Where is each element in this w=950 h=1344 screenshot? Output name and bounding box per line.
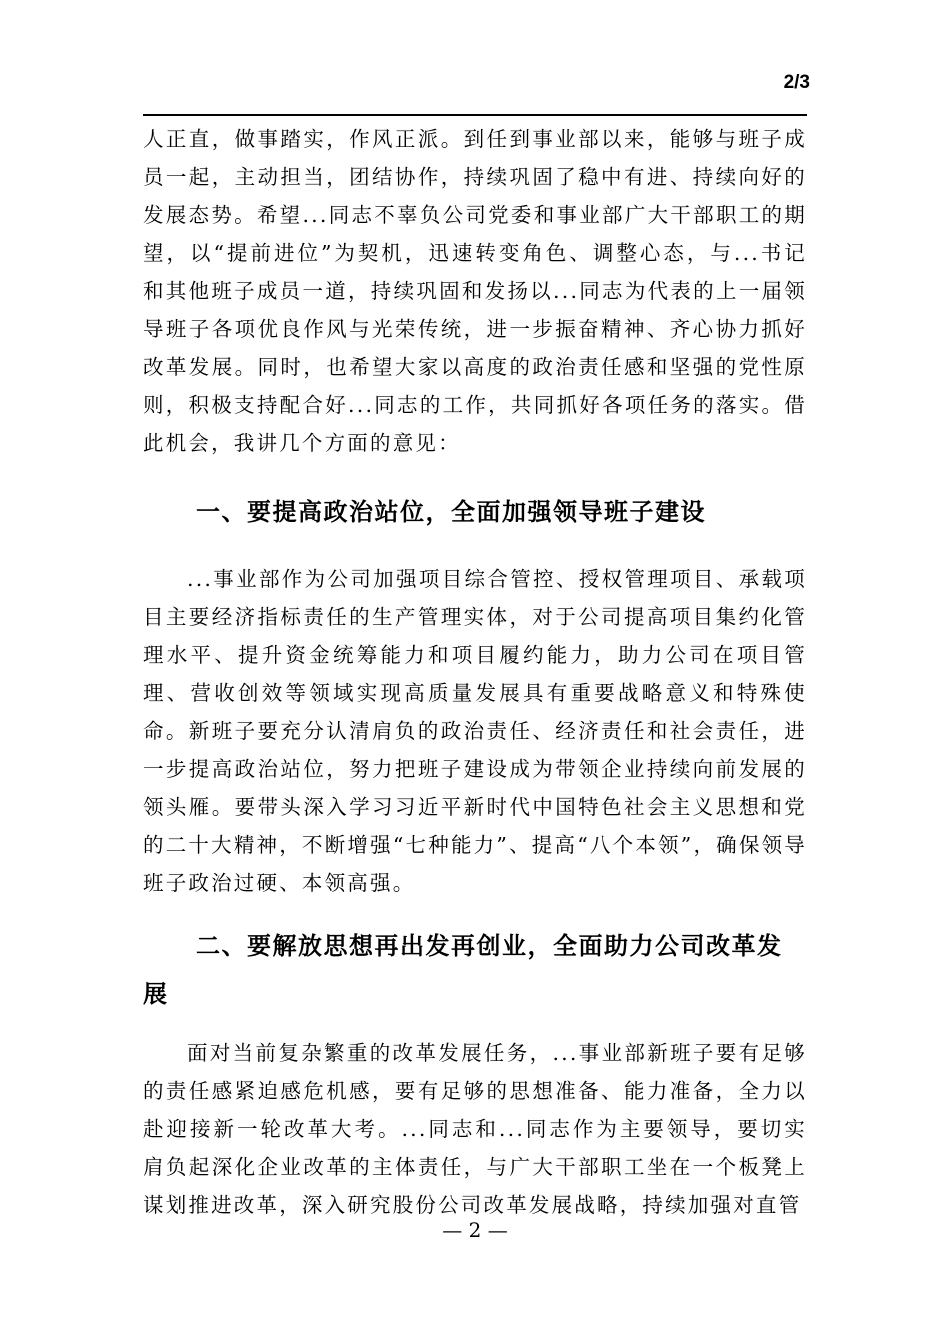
paragraph-2: ...事业部作为公司加强项目综合管控、授权管理项目、承载项目主要经济指标责任的生产管理实体，对于公司提高项目集约化管理水平、提升资金统筹能力和项目履约能力，助力公司在项目管理、营收创效等领域实现高质量发展具有重要战略意义和特殊使命。新班子要充分认清肩负的政治责任、经济责任和社会责任，进一步提高政治站位，努力把班子建设成为带领企业持续向前发展的领头雁。要带头深入学习习近平新时代中国特色社会主义思想和党的二十大精神，不断增强“七种能力”、提高“八个本领”，确保领导班子政治过硬、本领高强。 [143, 567, 807, 895]
section-heading-1: 一、要提高政治站位，全面加强领导班子建设 [196, 498, 706, 526]
section-heading-2: 二、要解放思想再出发再创业，全面助力公司改革发展 [143, 932, 783, 1008]
header-rule [143, 114, 807, 116]
document-body [143, 120, 807, 1224]
page-counter: 2/3 [783, 72, 810, 93]
paragraph-3: 面对当前复杂繁重的改革发展任务，...事业部新班子要有足够的责任感紧迫感危机感，要有足够的思想准备、能力准备，全力以赴迎接新一轮改革大考。...同志和...同志作为主要领导，要切实肩负起深化企业改革的主体责任，与广大干部职工坐在一个板凳上谋划推进改革，深入研究股份公司改革发展战略，持续加强对直管 [143, 1041, 807, 1217]
paragraph-1: 人正直，做事踏实，作风正派。到任到事业部以来，能够与班子成员一起，主动担当，团结协作，持续巩固了稳中有进、持续向好的发展态势。希望...同志不辜负公司党委和事业部广大干部职工的期望，以“提前进位”为契机，迅速转变角色、调整心态，与...书记和其他班子成员一道，持续巩固和发扬以...同志为代表的上一届领导班子各项优良作风与光荣传统，进一步振奋精神、齐心协力抓好改革发展。同时，也希望大家以高度的政治责任感和坚强的党性原则，积极支持配合好...同志的工作，共同抓好各项任务的落实。借此机会，我讲几个方面的意见： [143, 127, 807, 455]
footer-page-number: — 2 — [442, 1218, 508, 1242]
